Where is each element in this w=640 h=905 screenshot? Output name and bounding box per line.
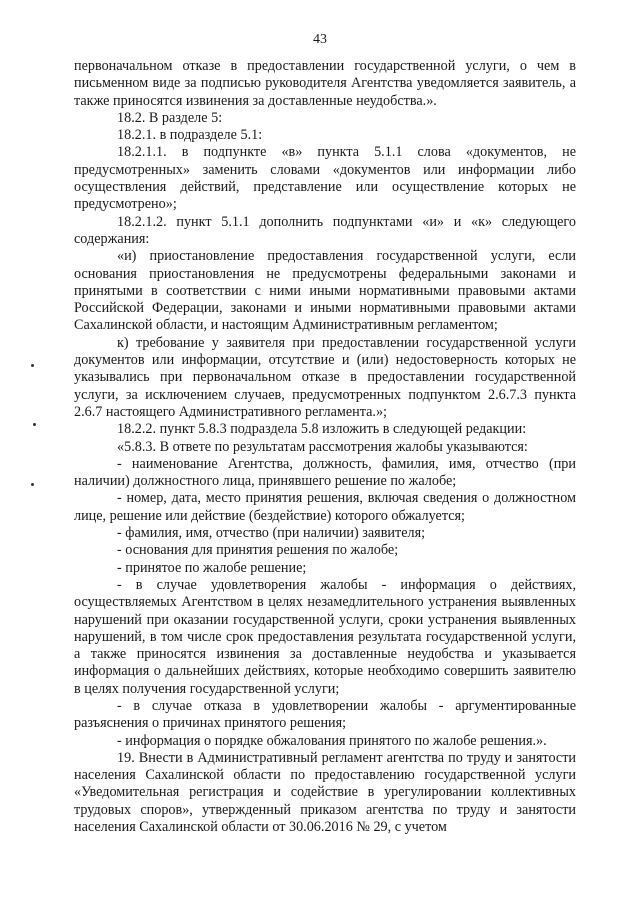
paragraph: - в случае отказа в удовлетворении жалобы - аргументированные разъяснения о причинах принятого решения; — [74, 697, 576, 732]
paragraph: 18.2. В разделе 5: — [117, 109, 223, 126]
paragraph: «и) приостановление предоставления государственной услуги, если основания приостановления не предусмотрены федеральными законами и принятыми в соответствии с ними иными нормативными правовыми актами Российской Федерации, законами и иными нормативными правовыми актами Сахалинской области, и настоящим Административным регламентом; — [74, 248, 576, 334]
paragraph: - информация о порядке обжалования принятого по жалобе решения.». — [117, 732, 547, 749]
paragraph: 19. Внести в Административный регламент агентства по труду и занятости населения Сахалинской области по предоставлению государственной услуги «Уведомительная регистрация и содействие в урегулировании коллективных трудовых споров», утвержденный приказом агентства по труду и занятости населения Сахалинской области от 30.06.2016 № 29, с учетом — [74, 749, 576, 836]
paragraph: - принятое по жалобе решение; — [117, 559, 307, 576]
paragraph: первоначальном отказе в предоставлении государственной услуги, о чем в письменном виде за подписью руководителя Агентства уведомляется заявитель, а также приносятся извинения за доставленные неудобства.». — [74, 58, 576, 109]
page-number: 43 — [313, 32, 327, 47]
paragraph: - основания для принятия решения по жалобе; — [117, 542, 399, 559]
paragraph: - наименование Агентства, должность, фамилия, имя, отчество (при наличии) должностного лица, принявшего решение по жалобе; — [74, 455, 576, 490]
margin-mark — [31, 364, 34, 367]
paragraph: «5.8.3. В ответе по результатам рассмотрения жалобы указываются: — [117, 438, 528, 455]
paragraph: к) требование у заявителя при предоставлении государственной услуги документов или информации, отсутствие и (или) недостоверность которых не указывались при первоначальном отказе в предоставлении государственной услуги, за исключением случаев, предусмотренных подпунктом 2.6.7.3 пункта 2.6.7 настоящего Административного регламента.»; — [74, 334, 576, 420]
margin-mark — [33, 423, 36, 426]
paragraph: - фамилия, имя, отчество (при наличии) заявителя; — [117, 525, 426, 542]
margin-mark — [31, 483, 34, 486]
paragraph: 18.2.1.2. пункт 5.1.1 дополнить подпунктами «и» и «к» следующего содержания: — [74, 213, 576, 247]
paragraph: - номер, дата, место принятия решения, включая сведения о должностном лице, решение или действие (бездействие) которого обжалуется; — [74, 490, 576, 524]
paragraph: 18.2.1. в подразделе 5.1: — [117, 127, 263, 144]
paragraph: 18.2.2. пункт 5.8.3 подраздела 5.8 изложить в следующей редакции: — [117, 421, 527, 438]
paragraph: - в случае удовлетворения жалобы - информация о действиях, осуществляемых Агентством в целях незамедлительного устранения выявленных нарушений при оказании государственной услуги, сроки устранения выявленных нарушений, в том числе срок предоставления результата государственной услуги, а также приносятся извинения за доставленные неудобства и указывается информация о дальнейших действиях, которые необходимо совершить заявителю в целях получения государственной услуги; — [74, 576, 576, 697]
paragraph: 18.2.1.1. в подпункте «в» пункта 5.1.1 слова «документов, не предусмотренных» заменить словами «документов или информации либо осуществления действий, представление или осуществление которых не предусмотрено»; — [74, 144, 576, 213]
document-body — [74, 58, 576, 836]
